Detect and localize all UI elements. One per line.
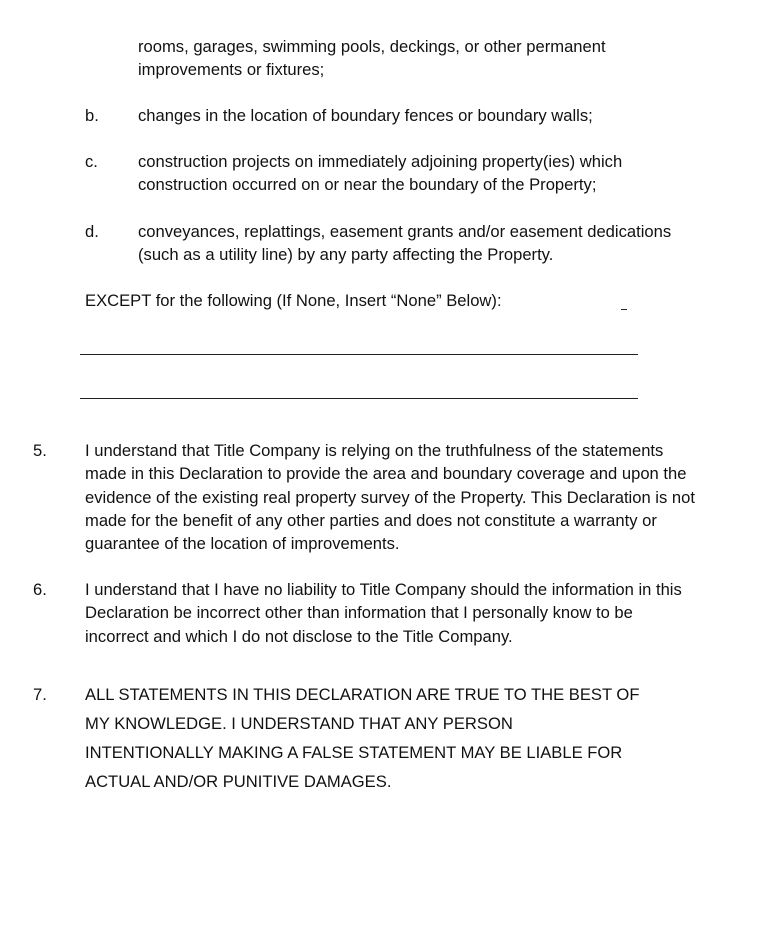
numbered-item-text: ALL STATEMENTS IN THIS DECLARATION ARE TRUE TO THE BEST OF MY KNOWLEDGE. I UNDERSTAND THAT ANY PERSON INTENTIONALLY MAKING A FALSE STATEMENT MAY BE LIABLE FOR ACTUAL AND/OR PUNITIVE DAMAGES. bbox=[85, 685, 640, 791]
sub-item-text: construction projects on immediately adjoining property(ies) which construction occurred on or near the boundary of the Property; bbox=[138, 152, 623, 195]
sub-item-marker: b. bbox=[85, 106, 99, 125]
numbered-item-marker: 7. bbox=[33, 685, 47, 704]
blank-line-2[interactable] bbox=[80, 398, 638, 399]
sub-item-text: changes in the location of boundary fences or boundary walls; bbox=[138, 106, 593, 125]
numbered-item-marker: 6. bbox=[33, 580, 47, 599]
sub-item-a-text: rooms, garages, swimming pools, deckings, or other permanent improvements or fixtures; bbox=[138, 37, 606, 80]
except-text: EXCEPT for the following (If None, Insert “None” Below): bbox=[85, 291, 502, 310]
numbered-item-text: I understand that Title Company is relying on the truthfulness of the statements made in this Declaration to provide the area and boundary coverage and upon the evidence of the existing real property survey of the Property. This Declaration is not made for the benefit of any other parties and does not constitute a warranty or guarantee of the location of improvements. bbox=[85, 441, 695, 554]
blank-line-1[interactable] bbox=[80, 354, 638, 355]
except-underline-mark bbox=[621, 309, 627, 310]
numbered-item-text: I understand that I have no liability to Title Company should the information in this Declaration be incorrect other than information that I personally know to be incorrect and which I do not disclose to the Title Company. bbox=[85, 580, 682, 646]
sub-item-marker: c. bbox=[85, 152, 98, 171]
sub-item-marker: d. bbox=[85, 222, 99, 241]
sub-item-text: conveyances, replattings, easement grants and/or easement dedications (such as a utility line) by any party affecting the Property. bbox=[138, 222, 672, 265]
numbered-item-marker: 5. bbox=[33, 441, 47, 460]
